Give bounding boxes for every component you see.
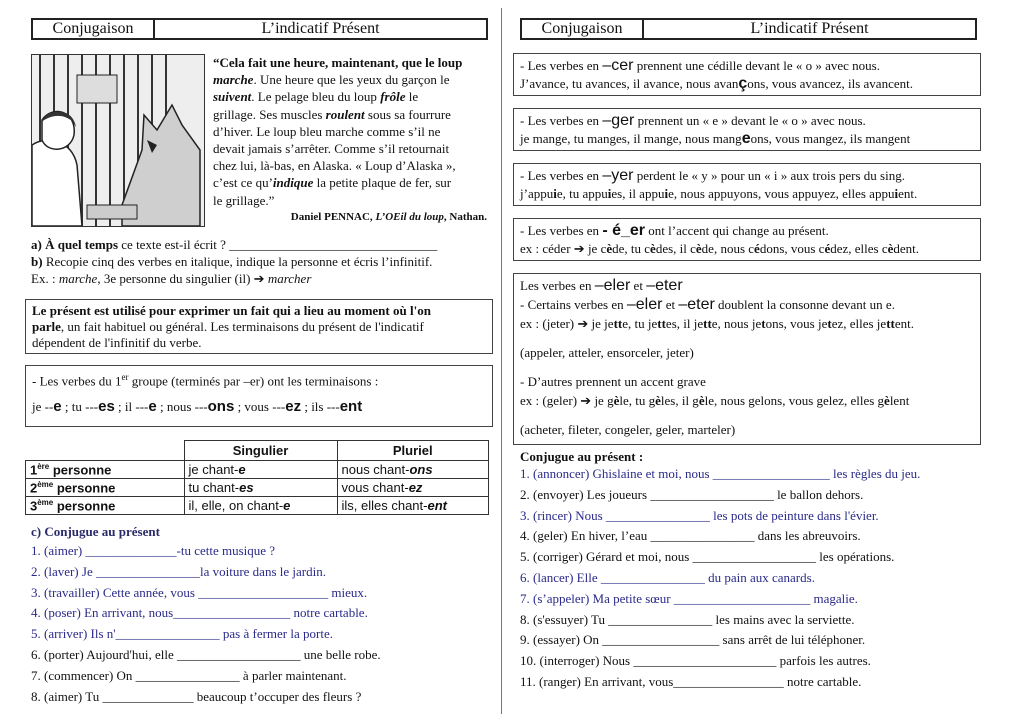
exercise-item: 3. (rincer) Nous ________________ les pots de peinture dans l'évier. (520, 507, 879, 523)
group1-intro: - Les verbes du 1er groupe (terminés par –er) ont les terminaisons : (32, 372, 379, 389)
arrow-right-icon: ➔ (580, 393, 592, 408)
eler-eter-box (513, 273, 981, 445)
exercise-item: 7. (s’appeler) Ma petite sœur _____________________ magalie. (520, 590, 858, 606)
rule-line: - Les verbes en - é_er ont l’accent qui change au présent. (520, 222, 829, 239)
exercise-item: 2. (laver) Je ________________la voiture dans le jardin. (31, 563, 326, 579)
wolf-and-boy-drawing-icon (32, 55, 204, 226)
exercise-item: 2. (envoyer) Les joueurs ___________________ le ballon dehors. (520, 486, 864, 502)
example-line: J’avance, tu avances, il avance, nous avançons, vous avancez, ils avancent. (520, 75, 913, 92)
rule-line: Le présent est utilisé pour exprimer un fait qui a lieu au moment où l'on (32, 303, 431, 318)
question-b: b) Recopie cinq des verbes en italique, indique la personne et écris l’infinitif. (31, 254, 433, 269)
page-divider (501, 8, 502, 714)
example-line: j’appuie, tu appuies, il appuie, nous appuyons, vous appuyez, elles appuient. (520, 186, 918, 201)
table-row: 1ère personne je chant-e nous chant-ons (26, 461, 489, 479)
table-row: 3ème personne il, elle, on chant-e ils, elles chant-ent (26, 497, 489, 515)
rule-line: - Les verbes en –cer prennent une cédille devant le « o » avec nous. (520, 57, 880, 74)
group1-box (25, 365, 493, 427)
exercise-item: 4. (poser) En arrivant, nous__________________ notre cartable. (31, 605, 368, 621)
story-line: devait jamais s’arrêter. Comme s’il retournait (213, 141, 450, 157)
cer-box (513, 53, 981, 96)
story-text (213, 54, 487, 226)
example-line: ex : (geler) ➔ je gèle, tu gèles, il gèle, nous gelons, vous gelez, elles gèlent (520, 393, 910, 408)
arrow-right-icon: ➔ (253, 271, 265, 286)
story-line: d’hiver. Le loup bleu marche comme s’il ne (213, 123, 441, 139)
col-singulier: Singulier (184, 441, 337, 461)
example-line: je mange, tu manges, il mange, nous mangeons, vous mangez, ils mangent (520, 130, 911, 147)
exercise-item: 5. (corriger) Gérard et moi, nous ___________________ les opérations. (520, 549, 895, 565)
right-exercise-title: Conjugue au présent : (520, 449, 644, 464)
exercise-item: 5. (arriver) Ils n'________________ pas à fermer la porte. (31, 626, 333, 642)
exercise-item: 4. (geler) En hiver, l’eau ________________ dans les abreuvoirs. (520, 528, 861, 544)
eler-title: Les verbes en –eler et –eter (520, 277, 683, 294)
yer-box (513, 163, 981, 206)
exercise-item: 8. (aimer) Tu ______________ beaucoup t’occuper des fleurs ? (31, 688, 362, 704)
wolf-illustration (31, 54, 205, 227)
verb-list: (appeler, atteler, ensorceler, jeter) (520, 345, 694, 360)
right-header-subject: Conjugaison (522, 20, 644, 38)
rule-line: dépendent de l'infinitif du verbe. (32, 335, 202, 350)
group1-endings: je --e ; tu ---es ; il ---e ; nous ---ons ; vous ---ez ; ils ---ent (32, 398, 363, 416)
exercise-item: 9. (essayer) On __________________ sans arrêt de lui téléphoner. (520, 632, 866, 648)
arrow-right-icon: ➔ (573, 241, 585, 256)
right-exercise-list (520, 464, 920, 693)
rule-box (25, 299, 493, 354)
example-line: ex : (jeter) ➔ je jette, tu jettes, il jette, nous jetons, vous jetez, elles jettent. (520, 316, 914, 331)
exercise-item: 10. (interroger) Nous ______________________ parfois les autres. (520, 653, 871, 669)
questions (31, 236, 437, 287)
story-line: le grillage.” (213, 192, 275, 208)
table-row: 2ème personne tu chant-es vous chant-ez (26, 479, 489, 497)
arrow-right-icon: ➔ (577, 316, 589, 331)
story-line: c’est ce qu’indique la petite plaque de fer, sur (213, 175, 452, 191)
question-a: a) À quel temps ce texte est-il écrit ? ________________________________ (31, 237, 438, 252)
right-header-title: L’indicatif Présent (750, 20, 869, 37)
exercise-item: 6. (porter) Aujourd'hui, elle ___________________ une belle robe. (31, 646, 381, 662)
exercise-item: 1. (annoncer) Ghislaine et moi, nous __________________ les règles du jeu. (520, 466, 921, 481)
question-example: Ex. : marche, 3e personne du singulier (il) ➔ marcher (31, 271, 312, 286)
left-header-title: L’indicatif Présent (261, 20, 380, 37)
left-exercise-title: c) Conjugue au présent (31, 524, 160, 539)
left-header-subject: Conjugaison (33, 20, 155, 38)
col-pluriel: Pluriel (337, 441, 489, 461)
story-line: “Cela fait une heure, maintenant, que le loup (213, 55, 463, 70)
ger-box (513, 108, 981, 151)
right-header (520, 18, 977, 40)
story-line: suivent. Le pelage bleu du loup frôle le (213, 89, 419, 105)
story-line: grillage. Ses muscles roulent sous sa fourrure (213, 106, 451, 122)
e-er-box (513, 218, 981, 261)
exercise-item: 6. (lancer) Elle ________________ du pain aux canards. (520, 569, 815, 585)
left-header (31, 18, 488, 40)
verb-list: (acheter, fileter, congeler, geler, marteler) (520, 422, 736, 437)
rule-line: - Les verbes en –yer perdent le « y » pour un « i » aux trois pers du sing. (520, 167, 905, 184)
rule-line: parle, un fait habituel ou général. Les terminaisons du présent de l'indicatif (32, 319, 424, 334)
exercise-item: 11. (ranger) En arrivant, vous_________________ notre cartable. (520, 673, 862, 689)
table-header-row (26, 441, 489, 461)
exercise-item: 3. (travailler) Cette année, vous ____________________ mieux. (31, 584, 368, 600)
left-exercise-list (31, 541, 381, 707)
exercise-item: 8. (s'essuyer) Tu ________________ les mains avec la serviette. (520, 611, 855, 627)
rule-line: - Certains verbes en –eler et –eter doublent la consonne devant un e. (520, 296, 895, 313)
exercise-item: 7. (commencer) On ________________ à parler maintenant. (31, 667, 347, 683)
story-line: marche. Une heure que les yeux du garçon le (213, 72, 450, 88)
story-source: Daniel PENNAC, L’OEil du loup, Nathan. (290, 210, 487, 223)
exercise-item: 1. (aimer) ______________-tu cette musique ? (31, 543, 276, 558)
example-line: ex : céder ➔ je cède, tu cèdes, il cède, nous cédons, vous cédez, elles cèdent. (520, 241, 920, 256)
conjugation-table (25, 440, 489, 515)
rule-line: - Les verbes en –ger prennent un « e » devant le « o » avec nous. (520, 112, 866, 129)
story-line: chez lui, là-bas, en Alaska. « Loup d’Alaska », (213, 158, 456, 174)
rule-line: - D’autres prennent un accent grave (520, 374, 706, 389)
